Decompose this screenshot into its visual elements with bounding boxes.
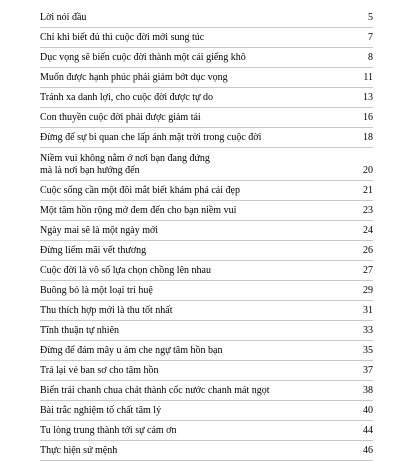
toc-entry[interactable] [40,261,373,281]
toc-entry[interactable] [40,8,373,28]
toc-entry-title: Cuộc sống cần một đôi mắt biết khám phá cái đẹp [40,185,240,196]
toc-entry-page: 5 [368,12,373,23]
toc-entry-page: 8 [368,52,373,63]
toc-entry-page: 26 [363,245,373,256]
toc-entry-page: 27 [363,265,373,276]
toc-entry-page: 13 [363,92,373,103]
toc-entry-title: Thực hiện sứ mệnh [40,445,118,456]
toc-entry-title: Đừng để sự bi quan che lấp ánh mặt trời trong cuộc đời [40,132,262,143]
toc-entry-page: 29 [363,285,373,296]
toc-entry-title: Cuộc đời là vô số lựa chọn chồng lên nhau [40,265,211,276]
toc-entry[interactable] [40,241,373,261]
toc-entry[interactable] [40,128,373,148]
toc-entry-title: Một tâm hồn rộng mở đem đến cho bạn niềm vui [40,205,237,216]
toc-entry-page: 31 [363,305,373,316]
toc-entry[interactable] [40,68,373,88]
toc-entry-title: Biến trái chanh chua chát thành cốc nước chanh mát ngọt [40,385,270,396]
toc-entry[interactable] [40,281,373,301]
toc-entry-title: Tĩnh thuận tự nhiên [40,325,120,336]
toc-entry-page: 38 [363,385,373,396]
toc-entry-page: 35 [363,345,373,356]
toc-entry[interactable] [40,321,373,341]
toc-entry[interactable] [40,181,373,201]
toc-entry[interactable] [40,108,373,128]
toc-entry-page: 11 [363,72,373,83]
toc-entry-page: 7 [368,32,373,43]
toc-entry-page: 16 [363,112,373,123]
toc-entry-title: Bài trắc nghiệm tố chất tâm lý [40,405,162,416]
toc-entry-title: Con thuyền cuộc đời phải được giảm tải [40,112,201,123]
toc-entry-title: Ngày mai sẽ là một ngày mới [40,225,159,236]
toc-entry-title: Đừng liếm mãi vết thương [40,245,147,256]
toc-entry-page: 40 [363,405,373,416]
toc-entry-page: 33 [363,325,373,336]
toc-entry[interactable] [40,28,373,48]
toc-entry-page: 37 [363,365,373,376]
toc-entry[interactable] [40,441,373,461]
toc-entry[interactable] [40,341,373,361]
toc-entry-page: 24 [363,225,373,236]
toc-entry-title: Tránh xa danh lợi, cho cuộc đời được tự do [40,92,213,103]
toc-entry-page: 20 [363,165,373,176]
toc-entry-title: Muốn được hạnh phúc phải giảm bớt dục vọng [40,72,228,83]
toc-entry-title: Tu lòng trung thành tới sự cảm ơn [40,425,177,436]
toc-entry[interactable] [40,88,373,108]
toc-entry[interactable] [40,48,373,68]
toc-entry-page: 23 [363,205,373,216]
toc-entry[interactable] [40,148,373,181]
toc-entry[interactable] [40,361,373,381]
toc-entry[interactable] [40,201,373,221]
toc-entry[interactable] [40,401,373,421]
toc-entry-title: Chỉ khi biết đủ thì cuộc đời mới sung túc [40,32,205,43]
toc-entry-title: Niềm vui không nằm ở nơi bạn đang đứng mà là nơi bạn hướng đến [40,153,210,176]
toc-entry-title: Thu thích hợp mới là thu tốt nhất [40,305,173,316]
toc-entry-page: 46 [363,445,373,456]
toc-entry[interactable] [40,381,373,401]
toc-entry[interactable] [40,221,373,241]
toc-entry-title: Buông bỏ là một loại trí huệ [40,285,153,296]
toc-entry-title: Dục vọng sẽ biến cuộc đời thành một cái giếng khô [40,52,246,63]
toc-entry-title: Lời nói đầu [40,12,87,23]
toc-entry[interactable] [40,301,373,321]
toc-entry-page: 21 [363,185,373,196]
toc-entry-page: 44 [363,425,373,436]
toc-entry-page: 18 [363,132,373,143]
toc-entry-title: Đừng để đám mây u ám che ngự tâm hồn bạn [40,345,223,356]
table-of-contents [40,8,373,461]
toc-entry[interactable] [40,421,373,441]
toc-entry-title: Trả lại vẻ ban sơ cho tâm hồn [40,365,159,376]
